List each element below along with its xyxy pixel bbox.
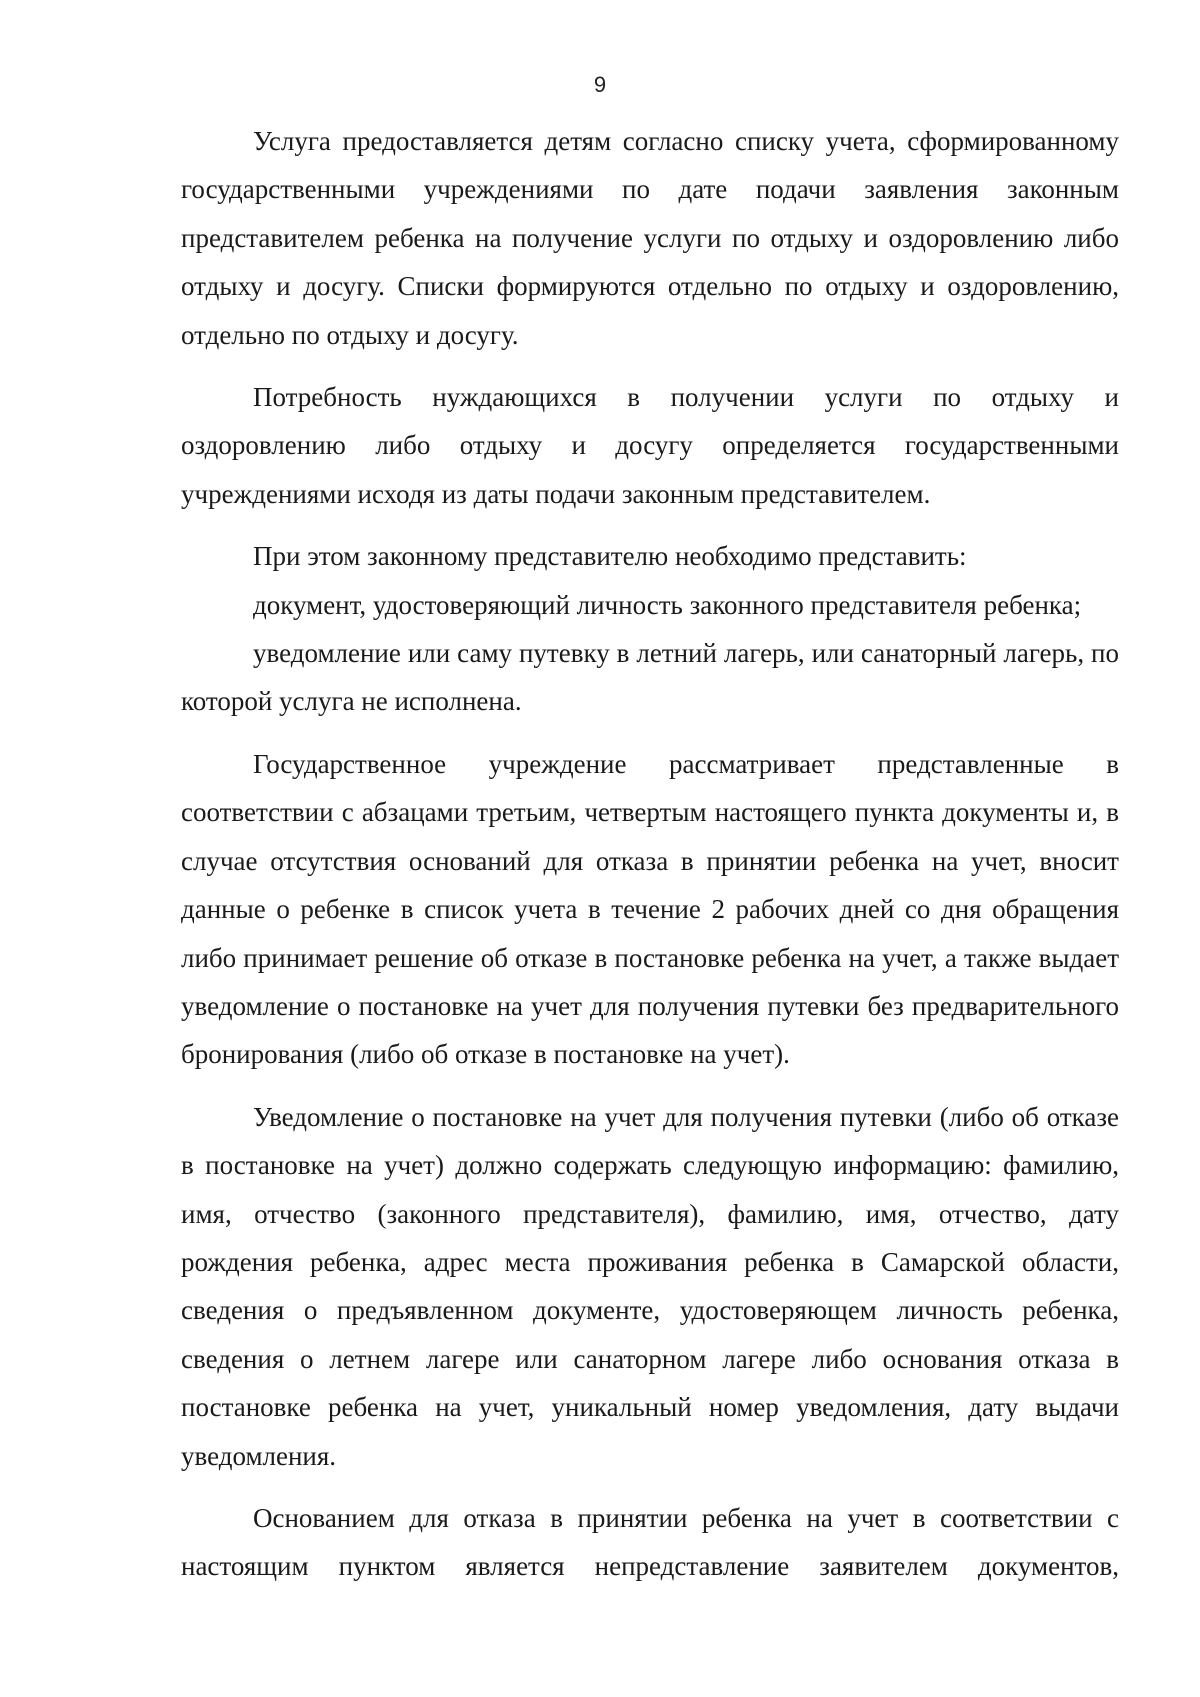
document-body — [181, 117, 1119, 1591]
paragraph: документ, удостоверяющий личность законного представителя ребенка; — [253, 589, 1082, 620]
paragraph: Основанием для отказа в принятии ребенка на учет в соответствии с настоящим пунктом является непредставление заявителем документов, — [181, 1502, 1119, 1582]
paragraph: Уведомление о постановке на учет для получения путевки (либо об отказе в постановке на учет) должно содержать следующую информацию: фамилию, имя, отчество (законного представителя), фамилию, имя, отчество, дату рождения ребенка, адрес места проживания ребенка в Самарской области, сведения о предъявленном документе, удостоверяющем личность ребенка, сведения о летнем лагере или санаторном лагере либо основания отказа в постановке ребенка на учет, уникальный номер уведомления, дату выдачи уведомления. — [181, 1101, 1119, 1471]
paragraph: При этом законному представителю необходимо представить: — [253, 541, 967, 572]
paragraph: Услуга предоставляется детям согласно списку учета, сформированному государственными учреждениями по дате подачи заявления законным представителем ребенка на получение услуги по отдыху и оздоровлению либо отдыху и досугу. Списки формируются отдельно по отдыху и оздоровлению, отдельно по отдыху и досугу. — [181, 126, 1119, 350]
paragraph: Потребность нуждающихся в получении услуги по отдыху и оздоровлению либо отдыху и досугу определяется государственными учреждениями исходя из даты подачи законным представителем. — [181, 382, 1119, 509]
page-number: 9 — [593, 72, 607, 97]
paragraph: уведомление или саму путевку в летний лагерь, или санаторный лагерь, по которой услуга не исполнена. — [181, 638, 1119, 717]
paragraph: Государственное учреждение рассматривает представленные в соответствии с абзацами третьим, четвертым настоящего пункта документы и, в случае отсутствия оснований для отказа в принятии ребенка на учет, вносит данные о ребенке в список учета в течение 2 рабочих дней со дня обращения либо принимает решение об отказе в постановке ребенка на учет, а также выдает уведомление о постановке на учет для получения путевки без предварительного бронирования (либо об отказе в постановке на учет). — [181, 748, 1119, 1070]
